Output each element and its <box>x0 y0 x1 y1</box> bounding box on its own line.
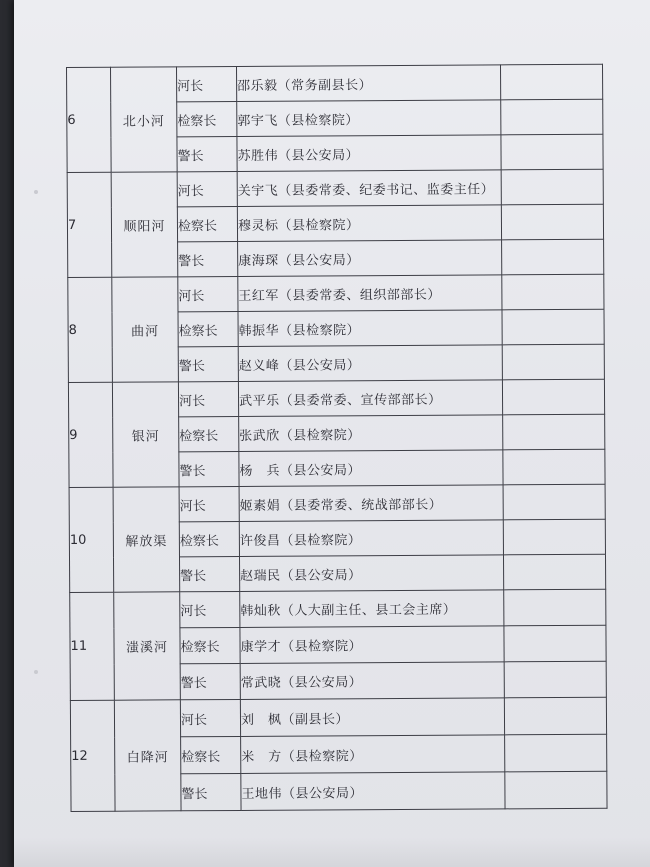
role-cell: 河长 <box>180 591 240 627</box>
person-cell: 郭宇飞（县检察院） <box>237 100 501 137</box>
person-cell: 苏胜伟（县公安局） <box>237 135 501 172</box>
group-number: 8 <box>68 277 113 382</box>
remarks-cell <box>502 239 604 275</box>
role-cell: 警长 <box>177 136 237 171</box>
person-cell: 张武欣（县检察院） <box>239 415 503 452</box>
person-cell: 韩振华（县检察院） <box>238 310 502 347</box>
role-cell: 检察长 <box>180 627 240 663</box>
person-cell: 姬素娟（县委常委、统战部部长） <box>239 485 503 522</box>
river-name: 曲河 <box>112 277 179 382</box>
table-row <box>70 697 606 737</box>
table-row <box>67 169 603 207</box>
river-name: 解放渠 <box>113 487 180 592</box>
remarks-cell <box>501 204 603 240</box>
remarks-cell <box>503 449 605 485</box>
role-cell: 检察长 <box>177 101 237 136</box>
person-cell: 武平乐（县委常委、宣传部部长） <box>238 380 502 417</box>
paper-shadow <box>14 837 650 867</box>
person-cell: 常武晓（县公安局） <box>240 662 504 700</box>
punch-hole-mark <box>34 670 38 674</box>
role-cell: 检察长 <box>178 311 238 346</box>
role-cell: 河长 <box>178 276 238 311</box>
remarks-cell <box>503 484 605 520</box>
person-cell: 穆灵标（县检察院） <box>237 205 501 242</box>
remarks-cell <box>504 661 606 698</box>
role-cell: 警长 <box>178 241 238 276</box>
role-cell: 检察长 <box>179 521 239 556</box>
river-name: 滍溪河 <box>114 592 181 700</box>
remarks-cell <box>501 134 603 170</box>
group-number: 12 <box>70 700 115 811</box>
remarks-cell <box>504 697 606 735</box>
remarks-cell <box>503 519 605 555</box>
person-cell: 赵瑞民（县公安局） <box>239 555 503 592</box>
role-cell: 检察长 <box>181 736 241 773</box>
role-cell: 河长 <box>177 66 237 101</box>
remarks-cell <box>500 64 602 100</box>
person-cell: 康海琛（县公安局） <box>238 240 502 277</box>
remarks-cell <box>504 589 606 626</box>
group-number: 9 <box>68 382 113 487</box>
remarks-cell <box>502 379 604 415</box>
role-cell: 警长 <box>178 346 238 381</box>
group-number: 6 <box>67 67 112 172</box>
person-cell: 王地伟（县公安局） <box>241 772 505 811</box>
remarks-cell <box>502 274 604 310</box>
remarks-cell <box>501 99 603 135</box>
remarks-cell <box>503 414 605 450</box>
role-cell: 警长 <box>180 663 240 699</box>
remarks-cell <box>504 625 606 662</box>
river-name: 顺阳河 <box>111 172 178 277</box>
remarks-cell <box>502 344 604 380</box>
person-cell: 关宇飞（县委常委、纪委书记、监委主任） <box>237 170 501 207</box>
river-chief-table <box>66 64 608 812</box>
person-cell: 许俊昌（县检察院） <box>239 520 503 557</box>
remarks-cell <box>505 734 607 772</box>
remarks-cell <box>505 771 607 809</box>
table-row <box>67 64 603 102</box>
remarks-cell <box>501 169 603 205</box>
group-number: 10 <box>69 487 114 592</box>
table-row <box>68 274 604 312</box>
table-row <box>70 589 606 628</box>
river-name: 银河 <box>112 382 179 487</box>
river-name: 北小河 <box>111 67 178 172</box>
group-number: 7 <box>67 172 112 277</box>
person-cell: 王红军（县委常委、组织部部长） <box>238 275 502 312</box>
role-cell: 警长 <box>181 773 241 810</box>
table-row <box>69 484 605 522</box>
person-cell: 康学才（县检察院） <box>240 626 504 664</box>
role-cell: 河长 <box>180 699 240 736</box>
role-cell: 河长 <box>178 381 238 416</box>
role-cell: 河长 <box>179 486 239 521</box>
role-cell: 河长 <box>177 171 237 206</box>
river-name: 白降河 <box>114 700 181 811</box>
role-cell: 检察长 <box>177 206 237 241</box>
role-cell: 警长 <box>179 451 239 486</box>
person-cell: 韩灿秋（人大副主任、县工会主席） <box>240 590 504 628</box>
punch-hole-mark <box>34 190 38 194</box>
remarks-cell <box>503 554 605 590</box>
person-cell: 赵义峰（县公安局） <box>238 345 502 382</box>
remarks-cell <box>502 309 604 345</box>
person-cell: 米 方（县检察院） <box>241 735 505 774</box>
group-number: 11 <box>70 592 115 700</box>
role-cell: 警长 <box>179 556 239 591</box>
person-cell: 刘 枫（副县长） <box>240 698 504 737</box>
person-cell: 邵乐毅（常务副县长） <box>236 65 500 102</box>
role-cell: 检察长 <box>179 416 239 451</box>
table-row <box>68 379 604 417</box>
person-cell: 杨 兵（县公安局） <box>239 450 503 487</box>
